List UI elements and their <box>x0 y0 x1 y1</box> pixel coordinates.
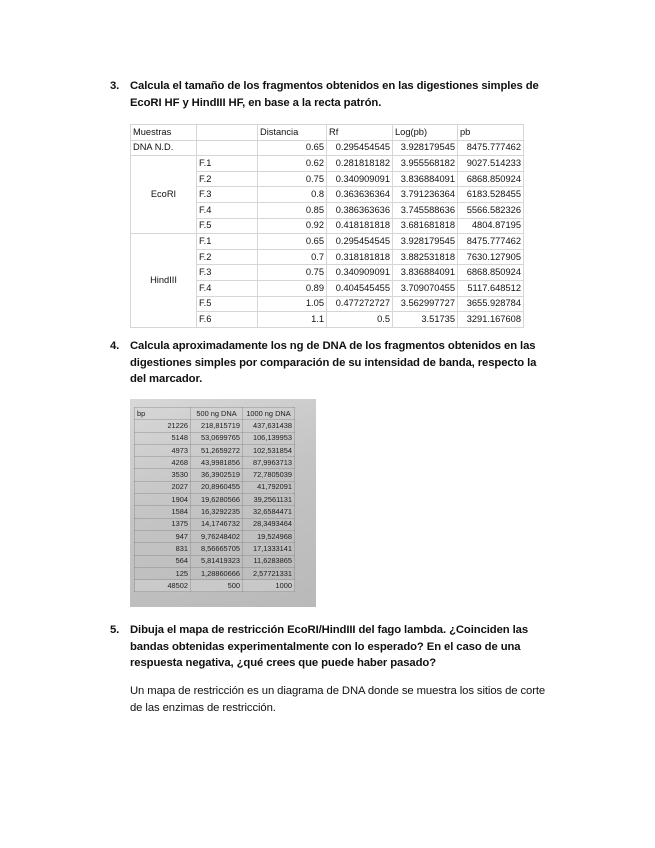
table-cell: 5117.648512 <box>458 280 524 296</box>
question-text: Dibuja el mapa de restricción EcoRI/HindIII del fago lambda. ¿Coinciden las bandas obtenidas experimentalmente con lo esperado? En el caso de una respuesta negativa, ¿qué crees que puede haber pasado? <box>130 624 529 669</box>
table-cell: 4804.87195 <box>458 218 524 234</box>
table-cell: 125 <box>135 567 191 579</box>
table-cell: 500 <box>191 580 243 592</box>
table-cell: 1375 <box>135 518 191 530</box>
table-cell: 0.318181818 <box>327 249 393 265</box>
table-row <box>135 469 295 481</box>
fragment-label <box>197 140 258 156</box>
table-cell: 3.882531818 <box>393 249 458 265</box>
question-text: Calcula aproximadamente los ng de DNA de los fragmentos obtenidos en las digestiones simples por comparación de su intensidad de banda, respecto la del marcador. <box>130 340 537 385</box>
table-cell: 3291.167608 <box>458 312 524 328</box>
fragment-label: F.3 <box>197 187 258 203</box>
column-header: 1000 ng DNA <box>243 408 295 420</box>
fragment-label: F.4 <box>197 202 258 218</box>
table-cell: 0.295454545 <box>327 140 393 156</box>
table-cell: 218,815719 <box>191 420 243 432</box>
table-cell: 9027.514233 <box>458 156 524 172</box>
table-cell: 2,57721331 <box>243 567 295 579</box>
table-cell: 2027 <box>135 481 191 493</box>
question-4 <box>112 338 552 388</box>
table-cell: 8,56665705 <box>191 543 243 555</box>
table-cell: 7630.127905 <box>458 249 524 265</box>
table-cell: 3.836884091 <box>393 171 458 187</box>
table-cell: 0.62 <box>258 156 327 172</box>
column-header: Muestras <box>131 125 197 141</box>
question-3 <box>112 78 552 111</box>
table-header-row <box>131 125 524 141</box>
table-row <box>135 506 295 518</box>
table-row <box>135 518 295 530</box>
table-cell: 0.281818182 <box>327 156 393 172</box>
table-cell: 1904 <box>135 494 191 506</box>
table-cell: 0.340909091 <box>327 265 393 281</box>
table-cell: 1584 <box>135 506 191 518</box>
table-cell: 3.562997727 <box>393 296 458 312</box>
table-cell: 41,792091 <box>243 481 295 493</box>
fragment-label: F.5 <box>197 218 258 234</box>
table-cell: 32,6584471 <box>243 506 295 518</box>
column-header: Rf <box>327 125 393 141</box>
table-cell: 19,524968 <box>243 530 295 542</box>
table-cell: 5148 <box>135 432 191 444</box>
fragment-label: F.2 <box>197 249 258 265</box>
table-cell: 6183.528455 <box>458 187 524 203</box>
table-cell: 87,9963713 <box>243 457 295 469</box>
table-cell: 48502 <box>135 580 191 592</box>
fragment-label: F.5 <box>197 296 258 312</box>
table-cell: 11,6283865 <box>243 555 295 567</box>
fragment-size-table <box>130 124 524 328</box>
question-number: 3. <box>110 80 120 92</box>
table-cell: 53,0699765 <box>191 432 243 444</box>
table-cell: 14,1746732 <box>191 518 243 530</box>
table-cell: 3655.928784 <box>458 296 524 312</box>
table-cell: 28,3493464 <box>243 518 295 530</box>
table-header-row <box>135 408 295 420</box>
table-cell: 16,3292235 <box>191 506 243 518</box>
table-row <box>135 432 295 444</box>
table-row <box>135 543 295 555</box>
fragment-label: F.1 <box>197 234 258 250</box>
table-cell: 21226 <box>135 420 191 432</box>
column-header: bp <box>135 408 191 420</box>
table-cell: 4973 <box>135 444 191 456</box>
table-cell: 0.75 <box>258 265 327 281</box>
fragment-label: F.4 <box>197 280 258 296</box>
table-cell: 17,1333141 <box>243 543 295 555</box>
table-cell: 0.340909091 <box>327 171 393 187</box>
column-header: Log(pb) <box>393 125 458 141</box>
table-cell: 0.89 <box>258 280 327 296</box>
table-cell: 3.51735 <box>393 312 458 328</box>
table-row <box>135 567 295 579</box>
fragment-label: F.3 <box>197 265 258 281</box>
table-cell: 6868.850924 <box>458 171 524 187</box>
table-cell: 0.386363636 <box>327 202 393 218</box>
enzyme-group-label: EcoRI <box>131 156 197 234</box>
table-cell: 0.5 <box>327 312 393 328</box>
table-row <box>135 555 295 567</box>
table-cell: 437,631438 <box>243 420 295 432</box>
table-cell: 8475.777462 <box>458 140 524 156</box>
sample-label: DNA N.D. <box>131 140 197 156</box>
table-cell: 1000 <box>243 580 295 592</box>
table-cell: 947 <box>135 530 191 542</box>
table-row <box>135 444 295 456</box>
table-cell: 6868.850924 <box>458 265 524 281</box>
table-cell: 51,2659272 <box>191 444 243 456</box>
table-cell: 8475.777462 <box>458 234 524 250</box>
table-cell: 19,6280566 <box>191 494 243 506</box>
fragment-label: F.6 <box>197 312 258 328</box>
table-cell: 20,8960455 <box>191 481 243 493</box>
table-row <box>131 234 524 250</box>
table-cell: 3.791236364 <box>393 187 458 203</box>
table-cell: 3.955568182 <box>393 156 458 172</box>
table-cell: 0.65 <box>258 234 327 250</box>
fragment-label: F.1 <box>197 156 258 172</box>
table-cell: 4268 <box>135 457 191 469</box>
table-cell: 0.85 <box>258 202 327 218</box>
table-cell: 0.8 <box>258 187 327 203</box>
table-cell: 0.404545455 <box>327 280 393 296</box>
table-cell: 0.418181818 <box>327 218 393 234</box>
table-cell: 102,531854 <box>243 444 295 456</box>
table-row <box>131 156 524 172</box>
table-cell: 0.75 <box>258 171 327 187</box>
table-row <box>135 457 295 469</box>
table-cell: 106,139953 <box>243 432 295 444</box>
table-cell: 0.65 <box>258 140 327 156</box>
question-text: Calcula el tamaño de los fragmentos obtenidos en las digestiones simples de EcoRI HF y HindIII HF, en base a la recta patrón. <box>130 80 539 109</box>
table-row <box>135 580 295 592</box>
fragment-label: F.2 <box>197 171 258 187</box>
table-cell: 3.745588636 <box>393 202 458 218</box>
table-cell: 72,7805039 <box>243 469 295 481</box>
question-number: 4. <box>110 340 120 352</box>
answer-5-text: Un mapa de restricción es un diagrama de DNA donde se muestra los sitios de corte de las enzimas de restricción. <box>130 685 546 714</box>
table-cell: 3530 <box>135 469 191 481</box>
table-cell: 0.7 <box>258 249 327 265</box>
table-row <box>131 140 524 156</box>
table-cell: 36,3902519 <box>191 469 243 481</box>
table-cell: 1.05 <box>258 296 327 312</box>
question-5 <box>112 622 552 672</box>
column-header <box>197 125 258 141</box>
table-cell: 1,28860666 <box>191 567 243 579</box>
table-cell: 39,2561131 <box>243 494 295 506</box>
table-cell: 3.928179545 <box>393 140 458 156</box>
table-cell: 1.1 <box>258 312 327 328</box>
table-cell: 0.92 <box>258 218 327 234</box>
table-cell: 9,76248402 <box>191 530 243 542</box>
table-row <box>135 530 295 542</box>
table-cell: 5,81419323 <box>191 555 243 567</box>
enzyme-group-label: HindIII <box>131 234 197 328</box>
table-row <box>135 494 295 506</box>
table-cell: 0.295454545 <box>327 234 393 250</box>
table-row <box>135 481 295 493</box>
table-cell: 5566.582326 <box>458 202 524 218</box>
spreadsheet-photo <box>130 399 316 607</box>
table-cell: 831 <box>135 543 191 555</box>
dna-ng-table <box>134 407 295 592</box>
question-number: 5. <box>110 624 120 636</box>
table-cell: 0.363636364 <box>327 187 393 203</box>
table-cell: 564 <box>135 555 191 567</box>
table-cell: 43,9981856 <box>191 457 243 469</box>
table-cell: 0.477272727 <box>327 296 393 312</box>
column-header: Distancia <box>258 125 327 141</box>
column-header: pb <box>458 125 524 141</box>
table-cell: 3.681681818 <box>393 218 458 234</box>
table-cell: 3.836884091 <box>393 265 458 281</box>
table-cell: 3.928179545 <box>393 234 458 250</box>
table-row <box>135 420 295 432</box>
table-cell: 3.709070455 <box>393 280 458 296</box>
column-header: 500 ng DNA <box>191 408 243 420</box>
